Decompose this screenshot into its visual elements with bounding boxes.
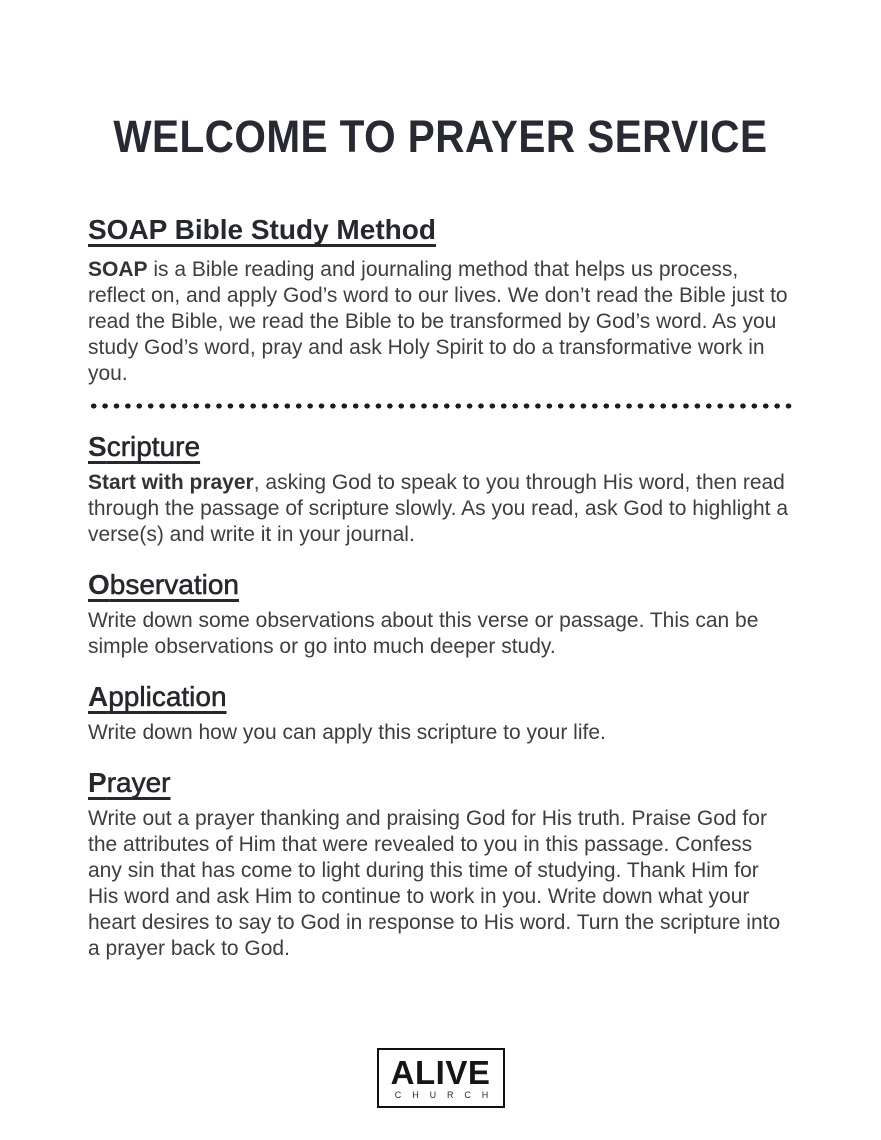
document-content [0, 212, 881, 962]
section-observation [88, 567, 791, 660]
page-title: WELCOME TO PRAYER SERVICE [113, 111, 768, 162]
dotted-divider [88, 402, 793, 410]
logo-subtitle: C H U R C H [394, 1089, 493, 1100]
prayer-heading [88, 765, 791, 800]
soap-method-paragraph [88, 257, 791, 387]
observation-paragraph: Write down some observations about this verse or passage. This can be simple observations or go into much deeper study. [88, 608, 759, 658]
scripture-lead: Start with prayer [88, 470, 254, 494]
title-container [0, 112, 881, 162]
section-scripture [88, 429, 791, 548]
alive-church-logo [377, 1048, 505, 1108]
scripture-paragraph [88, 470, 791, 548]
soap-method-heading: SOAP Bible Study Method [88, 213, 436, 245]
application-heading-rest: pplication [108, 680, 227, 712]
application-heading-initial: A [88, 680, 109, 712]
observation-heading-initial: O [88, 568, 110, 600]
section-application [88, 679, 791, 746]
logo-name: ALIVE [390, 1053, 491, 1091]
section-soap-method [88, 212, 791, 387]
soap-method-body: is a Bible reading and journaling method that helps us process, reflect on, and apply God’s word to our lives. We don’t read the Bible just to read the Bible, we read the Bible to be transformed by God’s word. As you study God’s word, pray and ask Holy Spirit to do a transformative work in you. [88, 257, 788, 385]
scripture-body: , asking God to speak to you through His word, then read through the passage of scripture slowly. As you read, ask God to highlight a verse(s) and write it in your journal. [88, 470, 789, 546]
application-heading [88, 679, 791, 714]
application-paragraph: Write down how you can apply this scripture to your life. [88, 720, 606, 744]
prayer-paragraph: Write out a prayer thanking and praising God for His truth. Praise God for the attributes of Him that were revealed to you in this passage. Confess any sin that has come to light during this time of studying. Thank Him for His word and ask Him to continue to work in you. Write down what your heart desires to say to God in response to His word. Turn the scripture into a prayer back to God. [88, 806, 781, 960]
scripture-heading-initial: S [88, 430, 107, 462]
section-prayer [88, 765, 791, 962]
observation-heading-rest: bservation [109, 568, 239, 600]
prayer-heading-initial: P [88, 766, 107, 798]
prayer-heading-rest: rayer [106, 766, 171, 798]
scripture-heading [88, 429, 791, 464]
scripture-heading-rest: cripture [106, 430, 201, 462]
soap-method-lead: SOAP [88, 257, 148, 281]
observation-heading [88, 567, 791, 602]
